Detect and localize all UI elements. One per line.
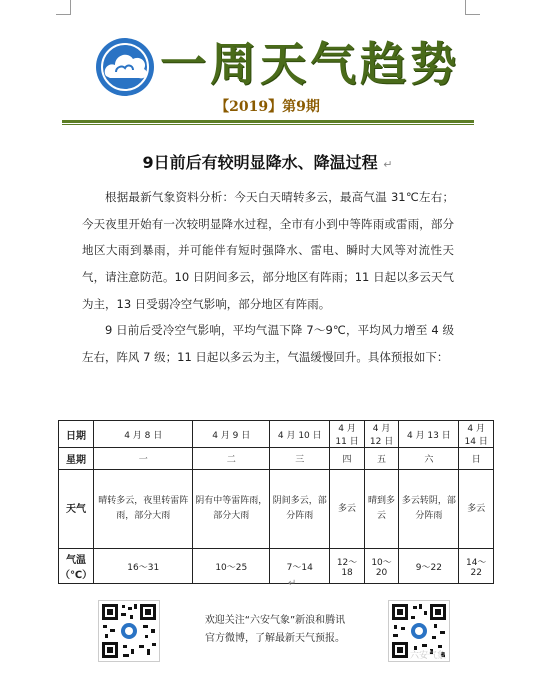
temp-label-line2: （℃） <box>60 570 93 581</box>
date-cell: 4 月 12 日 <box>364 421 399 448</box>
paragraph-2: 9 日前后受冷空气影响，平均气温下降 7～9℃，平均风力增至 4 级左右，阵风 7 级；11 日起以多云为主，气温缓慢回升。具体预报如下： <box>82 323 454 364</box>
watermark: 六安气象 <box>410 651 447 661</box>
temp-cell: 9～22 <box>399 549 459 584</box>
weather-cell: 多云 <box>330 470 365 549</box>
weather-cell: 阴有中等雷阵雨，部分大雨 <box>193 470 270 549</box>
weather-cell: 阴间多云，部分阵雨 <box>270 470 330 549</box>
temp-cell: 10～25 <box>193 549 270 584</box>
row-label-temperature <box>59 549 94 584</box>
paragraph-1: 根据最新气象资料分析：今天白天晴转多云，最高气温 31℃左右；今天夜里开始有一次较明显降水过程，全市有小到中等阵雨或雷雨，部分地区大雨到暴雨，并可能伴有短时强降水、雷电、瞬时大风等对流性天气，请注意防范。10 日阴间多云，部分地区有阵雨；11 日起以多云天气为主，13 日受弱冷空气影响，部分地区有阵雨。 <box>82 190 454 311</box>
date-cell: 4 月 13 日 <box>399 421 459 448</box>
row-label-date: 日期 <box>59 421 94 448</box>
temp-cell: 10～20 <box>364 549 399 584</box>
issue-number: 【2019】第9期 <box>215 99 320 115</box>
temp-cell: 7～14 <box>270 549 330 584</box>
row-label-weekday: 星期 <box>59 448 94 470</box>
temp-cell: 12～18 <box>330 549 365 584</box>
qr-code-icon <box>98 600 160 662</box>
headline-text: 9日前后有较明显降水、降温过程 <box>142 153 378 172</box>
weather-cell: 多云 <box>459 470 494 549</box>
weekday-cell: 二 <box>193 448 270 470</box>
weekday-cell: 三 <box>270 448 330 470</box>
table-row-temperature <box>59 549 494 584</box>
date-cell: 4 月 9 日 <box>193 421 270 448</box>
date-cell: 4 月 14 日 <box>459 421 494 448</box>
table-row-weather <box>59 470 494 549</box>
row-label-weather: 天气 <box>59 470 94 549</box>
weather-cell: 晴到多云 <box>364 470 399 549</box>
weekday-cell: 四 <box>330 448 365 470</box>
footer-line-2: 官方微博，了解最新天气预报。 <box>205 633 345 644</box>
weekday-cell: 五 <box>364 448 399 470</box>
weather-cell: 多云转阴，部分阵雨 <box>399 470 459 549</box>
crop-mark-top-right <box>465 0 480 15</box>
table-row-date <box>59 421 494 448</box>
header-rule <box>62 120 474 123</box>
crop-mark-top-left <box>56 0 71 15</box>
table-row-weekday <box>59 448 494 470</box>
weekday-cell: 日 <box>459 448 494 470</box>
footer-message <box>170 612 380 648</box>
weekday-cell: 六 <box>399 448 459 470</box>
date-cell: 4 月 10 日 <box>270 421 330 448</box>
date-cell: 4 月 11 日 <box>330 421 365 448</box>
weekly-forecast-table <box>58 420 494 584</box>
header-rule-thin <box>62 124 474 125</box>
weather-cell: 晴转多云，夜里转雷阵雨，部分大雨 <box>94 470 193 549</box>
weekday-cell: 一 <box>94 448 193 470</box>
weather-cloud-logo-icon <box>92 36 158 98</box>
brand-title: 一周天气趋势 <box>160 37 460 91</box>
date-cell: 4 月 8 日 <box>94 421 193 448</box>
article-headline <box>0 150 535 173</box>
footer-line-1: 欢迎关注“六安气象”新浪和腾讯 <box>204 615 346 626</box>
temp-label-line1: 气温 <box>66 555 87 566</box>
temp-cell: 14～22 <box>459 549 494 584</box>
paragraph-mark-icon: ↵ <box>383 158 393 171</box>
paragraph-mark-icon: ↵ <box>288 578 297 589</box>
temp-cell: 16～31 <box>94 549 193 584</box>
